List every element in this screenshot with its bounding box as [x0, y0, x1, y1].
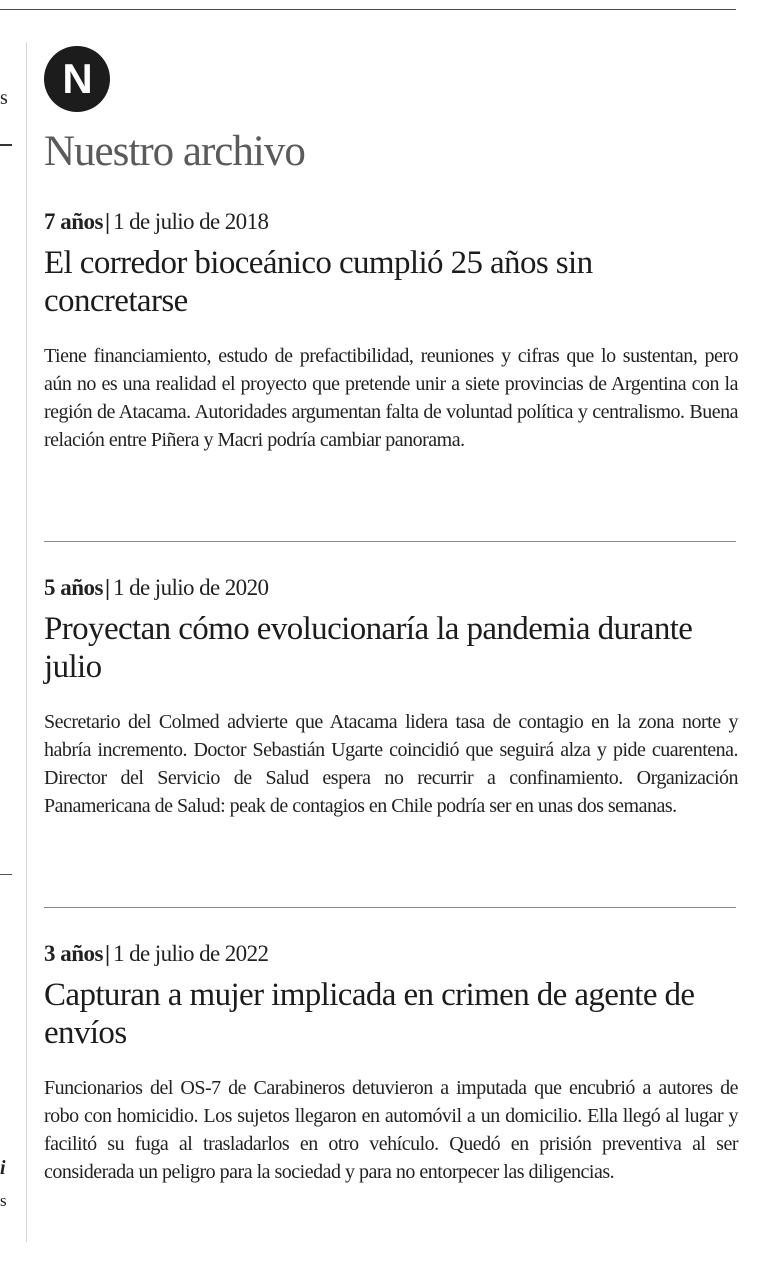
entry-years-ago: 5 años: [44, 575, 103, 600]
newspaper-logo-icon: N: [44, 46, 110, 112]
adjacent-column-fragment: s: [0, 87, 8, 109]
entry-headline: Capturan a mujer implicada en crimen de agente de envíos: [44, 976, 695, 1051]
adjacent-column-rule: [0, 874, 12, 875]
entry-date: 1 de julio de 2022: [113, 941, 269, 966]
entry-date: 1 de julio de 2018: [113, 209, 269, 234]
entry-summary: Tiene financiamiento, estudo de prefactibilidad, reuniones y cifras que lo sustentan, pero aún no es una realidad el proyecto que pretende unir a siete provincias de Argentina con la región de Atacama. Autoridades argumentan falta de voluntad política y centralismo. Buena relación entre Piñera y Macri podría cambiar panorama.: [44, 344, 738, 451]
archive-entry: [44, 208, 738, 454]
entry-headline: Proyectan cómo evolucionaría la pandemia durante julio: [44, 610, 693, 685]
adjacent-column-fragment: s: [0, 1191, 7, 1210]
top-rule: [0, 9, 736, 10]
entry-summary: Funcionarios del OS-7 de Carabineros detuvieron a imputada que encubrió a autores de robo con homicidio. Los sujetos llegaron en automóvil a un domicilio. Ella llegó al lugar y facilitó su fuga al trasladarlos en otro vehículo. Quedó en prisión preventiva al ser considerada un peligro para la sociedad y para no entorpecer las diligencias.: [44, 1076, 738, 1183]
entry-separator: |: [105, 575, 111, 600]
entry-separator: |: [105, 209, 111, 234]
entry-years-ago: 3 años: [44, 941, 103, 966]
archive-entry: [44, 940, 738, 1186]
entry-headline: El corredor bioceánico cumplió 25 años sin concretarse: [44, 244, 593, 319]
entry-meta: [44, 574, 738, 602]
entry-divider: [44, 907, 736, 908]
column-divider: [26, 42, 27, 1242]
entry-divider: [44, 541, 736, 542]
archive-entry: [44, 574, 738, 820]
entry-years-ago: 7 años: [44, 209, 103, 234]
adjacent-column-rule: [0, 144, 12, 146]
entry-meta: [44, 940, 738, 968]
entry-summary: Secretario del Colmed advierte que Atacama lidera tasa de contagio en la zona norte y habría incremento. Doctor Sebastián Ugarte coincidió que seguirá alza y pide cuarentena. Director del Servicio de Salud espera no recurrir a confinamiento. Organización Panamericana de Salud: peak de contagios en Chile podría ser en unas dos semanas.: [44, 710, 738, 817]
section-title: Nuestro archivo: [44, 128, 305, 175]
adjacent-column-fragment: i: [0, 1157, 6, 1179]
entry-date: 1 de julio de 2020: [113, 575, 269, 600]
entry-separator: |: [105, 941, 111, 966]
entry-meta: [44, 208, 738, 236]
